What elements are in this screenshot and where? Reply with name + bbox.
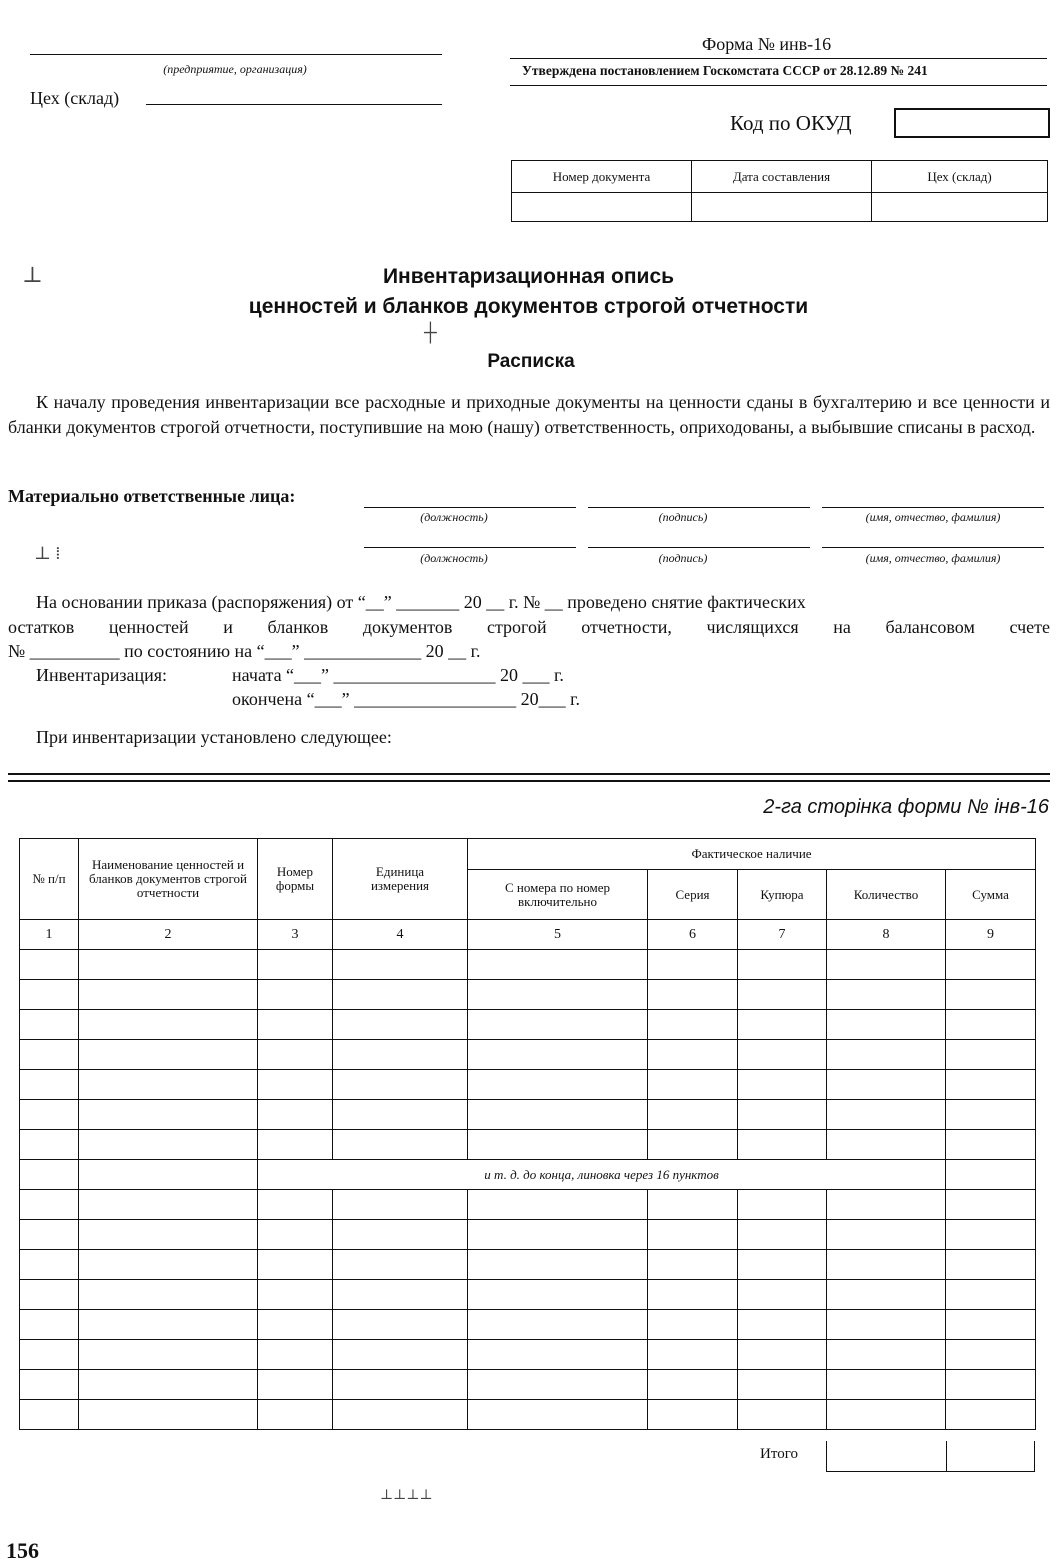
table-cell[interactable] [827, 1070, 946, 1100]
table-row [20, 1220, 1036, 1250]
table-cell[interactable] [738, 950, 827, 980]
table-cell[interactable] [738, 1220, 827, 1250]
table-cell[interactable] [258, 1340, 333, 1370]
table-cell[interactable] [20, 1400, 79, 1430]
table-cell[interactable] [946, 1010, 1036, 1040]
name-caption-2: (имя, отчество, фамилия) [865, 551, 1001, 565]
table-cell[interactable] [946, 980, 1036, 1010]
table-cell[interactable] [946, 1070, 1036, 1100]
scan-mark: ┼ [424, 322, 437, 342]
title-line-1: Инвентаризационная опись [382, 265, 675, 288]
table-cell[interactable] [20, 980, 79, 1010]
table-cell[interactable] [827, 1310, 946, 1340]
table-row [20, 1130, 1036, 1160]
table-cell[interactable] [648, 1190, 738, 1220]
table-cell[interactable] [738, 1400, 827, 1430]
continuation-cell-right [946, 1160, 1036, 1190]
table-cell[interactable] [827, 1280, 946, 1310]
established-text: При инвентаризации установлено следующее: [36, 727, 392, 747]
table-cell[interactable] [333, 980, 468, 1010]
table-cell[interactable] [648, 1040, 738, 1070]
name-line-1[interactable] [822, 507, 1044, 508]
order-line-1: На основании приказа (распоряжения) от “__” _______ 20 __ г. № __ проведено снятие фактических [36, 592, 806, 612]
signature-line-1[interactable] [588, 507, 810, 508]
doc-date-header: Дата составления [692, 161, 872, 193]
inventory-table [19, 838, 1036, 1430]
table-cell[interactable] [946, 1340, 1036, 1370]
table-cell[interactable] [20, 1280, 79, 1310]
table-cell[interactable] [79, 1220, 258, 1250]
receipt-heading: Расписка [487, 351, 575, 372]
table-cell[interactable] [20, 1010, 79, 1040]
name-caption-1: (имя, отчество, фамилия) [865, 510, 1001, 524]
table-cell[interactable] [648, 1370, 738, 1400]
table-cell[interactable] [333, 1400, 468, 1430]
order-line-3: № __________ по состоянию на “___” _____________ 20 __ г. [8, 641, 481, 661]
continuation-cell-left [20, 1160, 79, 1190]
table-cell[interactable] [333, 1220, 468, 1250]
table-cell[interactable] [333, 1310, 468, 1340]
doc-shop-header: Цех (склад) [872, 161, 1048, 193]
table-cell[interactable] [79, 980, 258, 1010]
col-index: 4 [333, 920, 468, 950]
table-cell[interactable] [827, 1100, 946, 1130]
total-label: Итого [760, 1446, 798, 1462]
table-cell[interactable] [468, 1280, 648, 1310]
table-cell[interactable] [946, 950, 1036, 980]
approval-text: Утверждена постановлением Госкомстата СССР от 28.12.89 № 241 [522, 63, 928, 78]
doc-shop-cell[interactable] [872, 193, 1048, 222]
form-number-line [510, 58, 1047, 59]
table-cell[interactable] [648, 1310, 738, 1340]
okud-label: Код по ОКУД [730, 111, 852, 135]
table-cell[interactable] [827, 1340, 946, 1370]
table-cell[interactable] [648, 1010, 738, 1040]
shop-label: Цех (склад) [30, 88, 120, 108]
table-cell[interactable] [468, 1190, 648, 1220]
table-cell[interactable] [738, 1130, 827, 1160]
table-cell[interactable] [946, 1040, 1036, 1070]
table-cell[interactable] [20, 1250, 79, 1280]
table-cell[interactable] [258, 1280, 333, 1310]
col-number-header: № п/п [20, 839, 79, 920]
page-number: 156 [6, 1538, 39, 1563]
table-cell[interactable] [827, 1190, 946, 1220]
table-cell[interactable] [946, 1400, 1036, 1430]
inventory-label: Инвентаризация: [36, 665, 168, 685]
table-cell[interactable] [79, 1010, 258, 1040]
table-cell[interactable] [648, 980, 738, 1010]
table-cell[interactable] [648, 1070, 738, 1100]
table-cell[interactable] [946, 1100, 1036, 1130]
table-cell[interactable] [468, 1130, 648, 1160]
table-cell[interactable] [648, 1280, 738, 1310]
table-cell[interactable] [258, 1070, 333, 1100]
name-line-2[interactable] [822, 547, 1044, 548]
table-cell[interactable] [738, 1040, 827, 1070]
table-cell[interactable] [79, 1070, 258, 1100]
position-caption-2: (должность) [420, 551, 488, 565]
table-row [20, 1190, 1036, 1220]
table-cell[interactable] [79, 1100, 258, 1130]
table-cell[interactable] [468, 1040, 648, 1070]
col-index: 6 [648, 920, 738, 950]
table-cell[interactable] [333, 1340, 468, 1370]
table-cell[interactable] [946, 1280, 1036, 1310]
table-cell[interactable] [20, 1040, 79, 1070]
table-cell[interactable] [738, 1100, 827, 1130]
table-cell[interactable] [648, 1340, 738, 1370]
table-cell[interactable] [333, 1010, 468, 1040]
form-number: Форма № инв-16 [702, 34, 832, 54]
table-cell[interactable] [333, 950, 468, 980]
col-index: 1 [20, 920, 79, 950]
title-line-2: ценностей и бланков документов строгой отчетности [248, 295, 809, 318]
continuation-cell-left [79, 1160, 258, 1190]
col-index: 3 [258, 920, 333, 950]
table-cell[interactable] [79, 1400, 258, 1430]
table-cell[interactable] [20, 1130, 79, 1160]
table-cell[interactable] [468, 1220, 648, 1250]
position-line-2[interactable] [364, 547, 576, 548]
responsible-label: Материально ответственные лица: [8, 486, 296, 506]
table-cell[interactable] [738, 1190, 827, 1220]
order-line-2: остатков ценностей и бланков документов строгой отчетности, числящихся на балансовом счете [8, 617, 1050, 637]
table-cell[interactable] [827, 1220, 946, 1250]
table-cell[interactable] [827, 1250, 946, 1280]
doc-number-header: Номер документа [512, 161, 692, 193]
table-cell[interactable] [79, 1310, 258, 1340]
scan-mark: ⊥⊥⊥⊥ [380, 1488, 433, 1503]
actual-presence-header: Фактическое наличие [468, 839, 1036, 870]
col-series-header: Серия [648, 870, 738, 920]
continuation-note: и т. д. до конца, линовка через 16 пунктов [258, 1160, 946, 1190]
col-index: 5 [468, 920, 648, 950]
table-cell[interactable] [827, 980, 946, 1010]
table-cell[interactable] [20, 1070, 79, 1100]
col-quantity-header: Количество [827, 870, 946, 920]
table-cell[interactable] [827, 1040, 946, 1070]
table-cell[interactable] [738, 1340, 827, 1370]
col-sum-header: Сумма [946, 870, 1036, 920]
position-line-1[interactable] [364, 507, 576, 508]
table-cell[interactable] [258, 1310, 333, 1340]
table-row [20, 1070, 1036, 1100]
table-cell[interactable] [20, 1100, 79, 1130]
total-sum-cell[interactable] [946, 1441, 1035, 1472]
table-row [20, 980, 1036, 1010]
table-cell[interactable] [738, 1010, 827, 1040]
inventory-finished: окончена “___” __________________ 20___ г. [232, 689, 580, 709]
col-index: 8 [827, 920, 946, 950]
position-caption-1: (должность) [420, 510, 488, 524]
page-separator [8, 773, 1050, 782]
col-unit-header: Единица измерения [333, 839, 468, 920]
table-cell[interactable] [20, 1190, 79, 1220]
page2-label: 2-га сторінка форми № інв-16 [763, 796, 1049, 818]
table-cell[interactable] [20, 1340, 79, 1370]
table-cell[interactable] [258, 1130, 333, 1160]
table-cell[interactable] [946, 1220, 1036, 1250]
approval-line [510, 85, 1047, 86]
table-cell[interactable] [468, 950, 648, 980]
table-cell[interactable] [333, 1130, 468, 1160]
table-cell[interactable] [20, 950, 79, 980]
table-row [20, 1280, 1036, 1310]
table-row [20, 1370, 1036, 1400]
table-cell[interactable] [258, 1100, 333, 1130]
receipt-paragraph: К началу проведения инвентаризации все расходные и приходные документы на ценности сданы в бухгалтерию и все ценности и бланки документов строгой отчетности, поступившие на мою (нашу) ответственность, оприходованы, а выбывшие списаны в расход. [8, 392, 1050, 437]
table-cell[interactable] [333, 1100, 468, 1130]
table-row [20, 1100, 1036, 1130]
doc-date-cell[interactable] [692, 193, 872, 222]
table-cell[interactable] [79, 1280, 258, 1310]
signature-caption-2: (подпись) [658, 551, 708, 565]
scan-mark: ⊥ [22, 262, 43, 287]
table-cell[interactable] [738, 1070, 827, 1100]
table-cell[interactable] [333, 1370, 468, 1400]
table-row [20, 950, 1036, 980]
doc-number-cell[interactable] [512, 193, 692, 222]
table-cell[interactable] [258, 1370, 333, 1400]
table-cell[interactable] [333, 1190, 468, 1220]
table-cell[interactable] [79, 1250, 258, 1280]
table-cell[interactable] [79, 1340, 258, 1370]
table-cell[interactable] [827, 1400, 946, 1430]
col-range-header: С номера по номер включительно [468, 870, 648, 920]
scan-mark: ⊥ ⁞ [34, 543, 61, 563]
col-index: 7 [738, 920, 827, 950]
table-cell[interactable] [468, 1100, 648, 1130]
table-cell[interactable] [827, 1130, 946, 1160]
table-cell[interactable] [79, 1130, 258, 1160]
table-cell[interactable] [333, 1070, 468, 1100]
table-cell[interactable] [738, 1370, 827, 1400]
table-row [20, 1040, 1036, 1070]
signature-line-2[interactable] [588, 547, 810, 548]
col-form-header: Номер формы [258, 839, 333, 920]
table-cell[interactable] [333, 1040, 468, 1070]
table-cell[interactable] [258, 1400, 333, 1430]
table-cell[interactable] [648, 1100, 738, 1130]
table-row [20, 1340, 1036, 1370]
table-cell[interactable] [648, 950, 738, 980]
table-cell[interactable] [258, 950, 333, 980]
table-cell[interactable] [946, 1250, 1036, 1280]
table-cell[interactable] [738, 1310, 827, 1340]
table-cell[interactable] [468, 1340, 648, 1370]
signature-caption-1: (подпись) [658, 510, 708, 524]
table-cell[interactable] [333, 1280, 468, 1310]
table-cell[interactable] [258, 1220, 333, 1250]
table-cell[interactable] [79, 950, 258, 980]
table-cell[interactable] [468, 1250, 648, 1280]
table-cell[interactable] [648, 1400, 738, 1430]
table-cell[interactable] [738, 1280, 827, 1310]
shop-line [146, 104, 442, 105]
table-cell[interactable] [258, 1010, 333, 1040]
table-cell[interactable] [946, 1190, 1036, 1220]
organization-line [30, 54, 442, 55]
table-cell[interactable] [20, 1370, 79, 1400]
table-cell[interactable] [827, 1010, 946, 1040]
col-index: 9 [946, 920, 1036, 950]
table-cell[interactable] [79, 1190, 258, 1220]
table-row [20, 1010, 1036, 1040]
table-cell[interactable] [258, 1190, 333, 1220]
table-cell[interactable] [20, 1310, 79, 1340]
table-cell[interactable] [827, 950, 946, 980]
table-cell[interactable] [468, 1070, 648, 1100]
table-cell[interactable] [468, 1310, 648, 1340]
table-cell[interactable] [20, 1220, 79, 1250]
table-cell[interactable] [946, 1130, 1036, 1160]
organization-caption: (предприятие, организация) [163, 62, 307, 76]
col-name-header: Наименование ценностей и бланков документов строгой отчетности [79, 839, 258, 920]
table-cell[interactable] [648, 1130, 738, 1160]
table-row [20, 1400, 1036, 1430]
table-cell[interactable] [946, 1370, 1036, 1400]
total-quantity-cell[interactable] [826, 1441, 947, 1472]
okud-box[interactable] [894, 108, 1050, 138]
table-cell[interactable] [79, 1370, 258, 1400]
table-cell[interactable] [333, 1250, 468, 1280]
table-cell[interactable] [258, 1250, 333, 1280]
table-cell[interactable] [827, 1370, 946, 1400]
table-cell[interactable] [468, 1400, 648, 1430]
table-row [20, 1250, 1036, 1280]
table-row [20, 1310, 1036, 1340]
table-cell[interactable] [258, 980, 333, 1010]
col-index: 2 [79, 920, 258, 950]
table-cell[interactable] [79, 1040, 258, 1070]
table-cell[interactable] [738, 1250, 827, 1280]
col-denomination-header: Купюра [738, 870, 827, 920]
table-cell[interactable] [946, 1310, 1036, 1340]
table-cell[interactable] [738, 980, 827, 1010]
table-cell[interactable] [468, 980, 648, 1010]
table-cell[interactable] [648, 1250, 738, 1280]
table-cell[interactable] [468, 1370, 648, 1400]
document-info-table [511, 160, 1048, 222]
table-cell[interactable] [258, 1040, 333, 1070]
inventory-started: начата “___” __________________ 20 ___ г. [232, 665, 564, 685]
table-cell[interactable] [468, 1010, 648, 1040]
table-cell[interactable] [648, 1220, 738, 1250]
